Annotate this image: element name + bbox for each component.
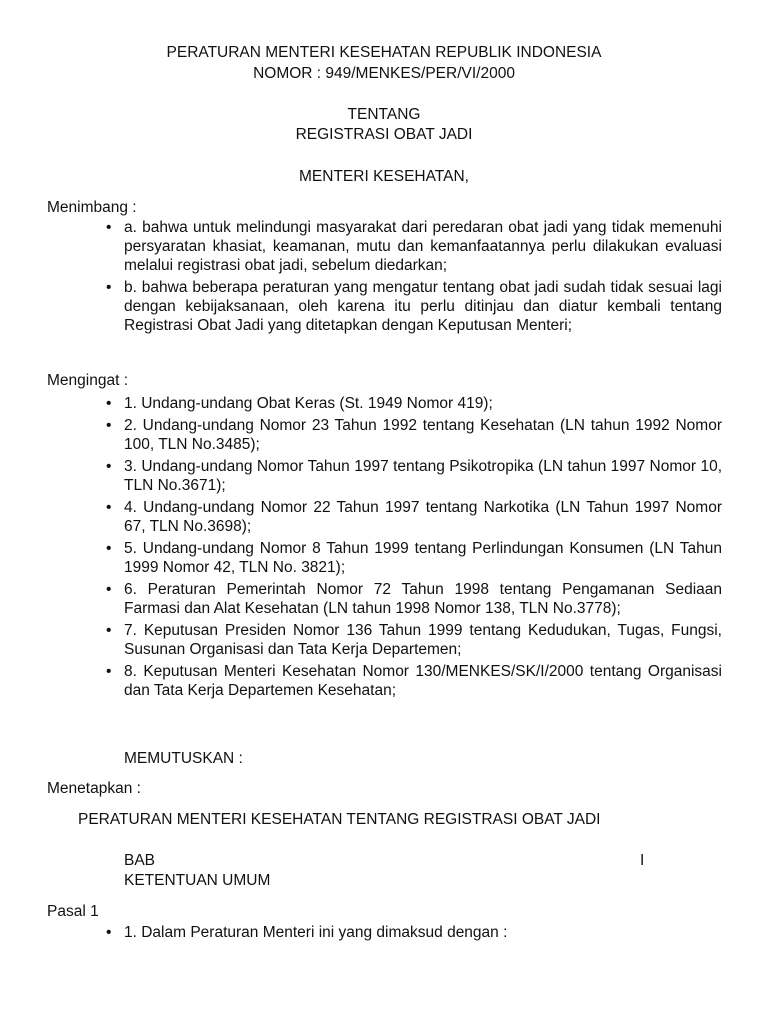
chapter-label: BAB (124, 852, 156, 869)
menimbang-item: • a. bahwa untuk melindungi masyarakat dari peredaran obat jadi yang tidak memenuhi persyaratan khasiat, keamanan, mutu dan kemanfaatannya perlu dilakukan evaluasi melalui registrasi obat jadi, sebelum diedarkan; (104, 218, 722, 275)
mengingat-item: • 8. Keputusan Menteri Kesehatan Nomor 130/MENKES/SK/I/2000 tentang Organisasi dan Tata Kerja Departemen Kesehatan; (104, 662, 722, 700)
regulation-subject: REGISTRASI OBAT JADI (295, 126, 473, 143)
mengingat-label: Mengingat : (47, 372, 128, 389)
mengingat-item: • 3. Undang-undang Nomor Tahun 1997 tentang Psikotropika (LN tahun 1997 Nomor 10, TLN No.3671); (104, 457, 722, 495)
menetapkan-label: Menetapkan : (47, 780, 141, 797)
regulation-full-title: PERATURAN MENTERI KESEHATAN TENTANG REGISTRASI OBAT JADI (78, 811, 601, 828)
pasal-list (104, 923, 722, 942)
chapter-title: KETENTUAN UMUM (124, 872, 271, 889)
mengingat-item: • 5. Undang-undang Nomor 8 Tahun 1999 tentang Perlindungan Konsumen (LN Tahun 1999 Nomor 42, TLN No. 3821); (104, 539, 722, 577)
menimbang-list (104, 218, 722, 335)
regulation-title-line1: PERATURAN MENTERI KESEHATAN REPUBLIK INDONESIA (166, 44, 602, 61)
memutuskan-heading: MEMUTUSKAN : (124, 750, 243, 767)
mengingat-item: • 4. Undang-undang Nomor 22 Tahun 1997 tentang Narkotika (LN Tahun 1997 Nomor 67, TLN No.3698); (104, 498, 722, 536)
mengingat-item: • 6. Peraturan Pemerintah Nomor 72 Tahun 1998 tentang Pengamanan Sediaan Farmasi dan Alat Kesehatan (LN tahun 1998 Nomor 138, TLN No.3778); (104, 580, 722, 618)
issuer-line: MENTERI KESEHATAN, (299, 168, 469, 185)
regulation-number: NOMOR : 949/MENKES/PER/VI/2000 (253, 65, 515, 82)
mengingat-list (104, 394, 722, 700)
mengingat-item: • 7. Keputusan Presiden Nomor 136 Tahun 1999 tentang Kedudukan, Tugas, Fungsi, Susunan Organisasi dan Tata Kerja Departemen; (104, 621, 722, 659)
menimbang-item: • b. bahwa beberapa peraturan yang mengatur tentang obat jadi sudah tidak sesuai lagi dengan kebijaksanaan, oleh karena itu perlu ditinjau dan diatur kembali tentang Registrasi Obat Jadi yang ditetapkan dengan Keputusan Menteri; (104, 278, 722, 335)
pasal-label: Pasal 1 (47, 903, 99, 920)
about-label: TENTANG (347, 106, 421, 123)
mengingat-item: • 2. Undang-undang Nomor 23 Tahun 1992 tentang Kesehatan (LN tahun 1992 Nomor 100, TLN No.3485); (104, 416, 722, 454)
chapter-number: I (640, 852, 645, 869)
menimbang-label: Menimbang : (47, 199, 137, 216)
mengingat-item: • 1. Undang-undang Obat Keras (St. 1949 Nomor 419); (104, 394, 722, 413)
pasal-item: • 1. Dalam Peraturan Menteri ini yang dimaksud dengan : (104, 923, 722, 942)
